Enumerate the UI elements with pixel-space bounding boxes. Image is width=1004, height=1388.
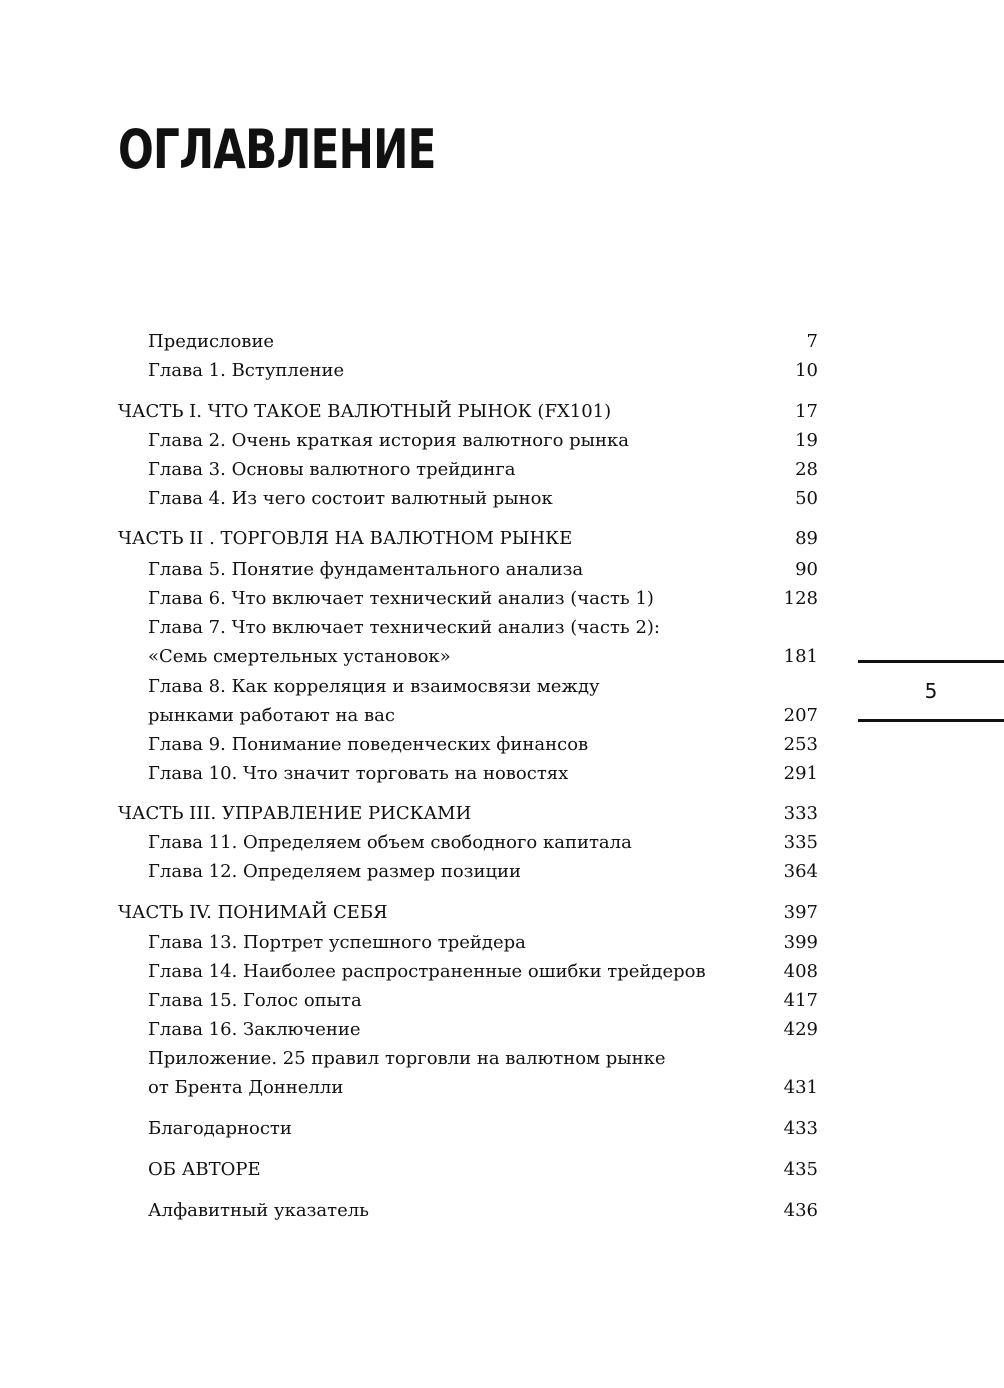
toc-entry-page: 333 — [783, 803, 818, 824]
toc-entry — [118, 643, 818, 671]
toc-entry-page: 408 — [783, 961, 818, 982]
toc-entry-page: 435 — [783, 1159, 818, 1180]
toc-entry — [118, 760, 818, 788]
toc-entry-title: «Семь смертельных установок» — [148, 646, 451, 667]
toc-entry — [118, 673, 818, 701]
toc-entry — [118, 485, 818, 513]
toc-entry-title: ЧАСТЬ III. УПРАВЛЕНИЕ РИСКАМИ — [118, 803, 472, 824]
toc-entry-title: ОБ АВТОРЕ — [148, 1159, 261, 1180]
toc-entry — [118, 1016, 818, 1044]
toc-entry-title: ЧАСТЬ II . ТОРГОВЛЯ НА ВАЛЮТНОМ РЫНКЕ — [118, 528, 573, 549]
toc-part-heading — [118, 398, 818, 426]
toc-entry — [118, 456, 818, 484]
toc-entry-page: 128 — [783, 588, 818, 609]
toc-entry-title: ЧАСТЬ I. ЧТО ТАКОЕ ВАЛЮТНЫЙ РЫНОК (FX101) — [118, 401, 612, 422]
toc-entry-title: Глава 3. Основы валютного трейдинга — [148, 459, 516, 480]
toc-entry-page: 431 — [783, 1077, 818, 1098]
toc-entry-page: 89 — [795, 528, 818, 549]
toc-entry-page: 335 — [783, 832, 818, 853]
toc-entry-page: 364 — [783, 861, 818, 882]
toc-entry-page: 50 — [795, 488, 818, 509]
toc-entry — [118, 731, 818, 759]
toc-entry — [118, 1197, 818, 1225]
toc-entry — [118, 958, 818, 986]
toc-entry-title: Глава 8. Как корреляция и взаимосвязи между — [148, 676, 600, 697]
toc-entry-page: 28 — [795, 459, 818, 480]
toc-entry — [118, 1074, 818, 1102]
toc-entry-title: Предисловие — [148, 331, 275, 352]
toc-entry-title: Глава 11. Определяем объем свободного капитала — [148, 832, 632, 853]
toc-entry-title: Глава 10. Что значит торговать на новостях — [148, 763, 569, 784]
toc-entry-title: Глава 13. Портрет успешного трейдера — [148, 932, 526, 953]
toc-entry — [118, 585, 818, 613]
toc-entry — [118, 427, 818, 455]
toc-entry-title: Глава 2. Очень краткая история валютного рынка — [148, 430, 629, 451]
toc-entry-title: Глава 6. Что включает технический анализ (часть 1) — [148, 588, 654, 609]
toc-entry-page: 17 — [795, 401, 818, 422]
toc-entry-title: рынками работают на вас — [148, 705, 395, 726]
toc-entry-page: 429 — [783, 1019, 818, 1040]
toc-entry-title: Глава 5. Понятие фундаментального анализа — [148, 559, 584, 580]
page-title: ОГЛАВЛЕНИЕ — [118, 118, 436, 181]
toc-part-heading — [118, 800, 818, 828]
toc-entry-title: Глава 12. Определяем размер позиции — [148, 861, 522, 882]
toc-entry — [118, 328, 818, 356]
toc-entry-page: 291 — [783, 763, 818, 784]
toc-entry-page: 7 — [806, 331, 818, 352]
toc-entry — [118, 1045, 818, 1073]
toc-entry — [118, 1115, 818, 1143]
toc-entry-page: 397 — [783, 902, 818, 923]
toc-entry-page: 181 — [783, 646, 818, 667]
toc-entry-title: Глава 16. Заключение — [148, 1019, 361, 1040]
toc-entry-title: Глава 14. Наиболее распространенные ошибки трейдеров — [148, 961, 706, 982]
toc-entry-title: Алфавитный указатель — [148, 1200, 369, 1221]
toc-entry-title: Глава 15. Голос опыта — [148, 990, 362, 1011]
toc-entry — [118, 614, 818, 642]
toc-entry-title: Глава 7. Что включает технический анализ (часть 2): — [148, 617, 660, 638]
toc-entry — [118, 702, 818, 730]
toc-entry — [118, 987, 818, 1015]
toc-entry-page: 207 — [783, 705, 818, 726]
toc-entry — [118, 829, 818, 857]
toc-entry-page: 399 — [783, 932, 818, 953]
toc-entry-title: Глава 1. Вступление — [148, 360, 345, 381]
toc-entry — [118, 929, 818, 957]
toc-entry-page: 436 — [783, 1200, 818, 1221]
page-number-marker — [858, 660, 1004, 722]
toc-entry-title: Глава 4. Из чего состоит валютный рынок — [148, 488, 553, 509]
toc-entry-title: ЧАСТЬ IV. ПОНИМАЙ СЕБЯ — [118, 902, 388, 923]
toc-entry-page: 433 — [783, 1118, 818, 1139]
toc-entry-title: Глава 9. Понимание поведенческих финансов — [148, 734, 589, 755]
toc-entry — [118, 556, 818, 584]
table-of-contents — [118, 0, 818, 1388]
toc-entry — [118, 357, 818, 385]
toc-part-heading — [118, 899, 818, 927]
toc-entry — [118, 858, 818, 886]
toc-entry-page: 19 — [795, 430, 818, 451]
toc-entry-page: 10 — [795, 360, 818, 381]
toc-part-heading — [118, 525, 818, 553]
toc-entry-title: от Брента Доннелли — [148, 1077, 344, 1098]
toc-entry-page: 417 — [783, 990, 818, 1011]
toc-entry-page: 90 — [795, 559, 818, 580]
page-number: 5 — [924, 679, 938, 703]
toc-entry-page: 253 — [783, 734, 818, 755]
toc-entry-title: Благодарности — [148, 1118, 292, 1139]
toc-entry-title: Приложение. 25 правил торговли на валютном рынке — [148, 1048, 666, 1069]
toc-entry — [118, 1156, 818, 1184]
